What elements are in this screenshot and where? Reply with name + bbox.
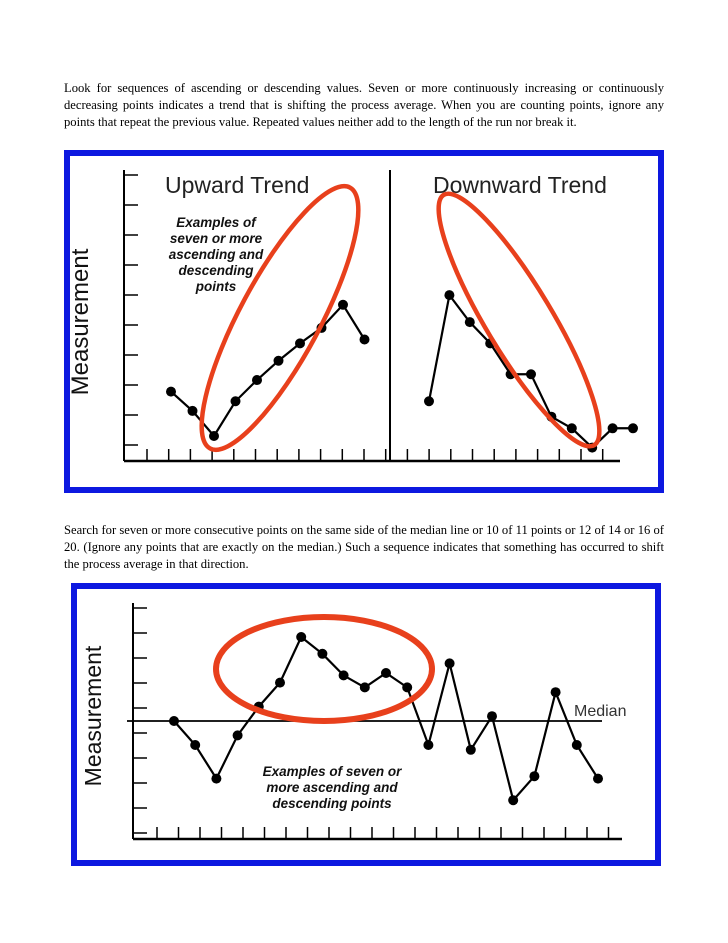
trend-chart — [67, 156, 658, 487]
median-run-point — [317, 649, 327, 659]
median-run-point — [381, 668, 391, 678]
median-highlight-ellipse — [216, 617, 432, 721]
upward-trend-title: Upward Trend — [165, 172, 310, 198]
median-run-point — [211, 774, 221, 784]
median-run-point — [275, 678, 285, 688]
median-run-point — [487, 711, 497, 721]
upward-trend-point — [188, 406, 198, 416]
trend-figure-frame — [64, 150, 664, 493]
median-chart — [77, 589, 655, 860]
downward-trend-point — [526, 369, 536, 379]
median-annotation-line: Examples of seven or — [262, 764, 402, 779]
median-run-point — [551, 687, 561, 697]
median-run-point — [529, 771, 539, 781]
median-annotation-line: descending points — [272, 796, 392, 811]
downward-trend-point — [628, 423, 638, 433]
median-run-point — [466, 745, 476, 755]
downward-trend-point — [608, 423, 618, 433]
downward-trend-point — [567, 423, 577, 433]
trend-annotation-line: descending — [178, 263, 254, 278]
trend-annotation-line: seven or more — [169, 231, 263, 246]
median-annotation-line: more ascending and — [266, 780, 398, 795]
upward-trend-point — [360, 335, 370, 345]
median-run-point — [508, 795, 518, 805]
downward-trend-point — [465, 317, 475, 327]
median-paragraph: Search for seven or more consecutive points on the same side of the median line or 10 of 11 points or 12 of 14 or 16 of 20. (Ignore any points that are exactly on the median.) Such a sequence indicates that something has occurred to shift the process average in that direction. — [64, 523, 664, 572]
trend-annotation-line: points — [195, 279, 237, 294]
trend-annotation — [169, 215, 264, 294]
trend-annotation-line: Examples of — [176, 215, 256, 230]
median-run-point — [296, 632, 306, 642]
median-run-point — [572, 740, 582, 750]
trend-y-axis-label: Measurement — [67, 248, 94, 396]
upward-trend-point — [274, 356, 284, 366]
downward-highlight-ellipse — [416, 178, 623, 462]
upward-trend-point — [338, 300, 348, 310]
median-run-point — [190, 740, 200, 750]
median-run-point — [593, 774, 603, 784]
upward-trend-point — [252, 375, 262, 385]
median-run-point — [445, 658, 455, 668]
downward-trend-title: Downward Trend — [433, 172, 607, 198]
median-run-point — [402, 682, 412, 692]
trend-paragraph: Look for sequences of ascending or descending values. Seven or more continuously increasing or continuously decreasing points indicates a trend that is shifting the process average. When you are counting points, ignore any points that repeat the previous value. Repeated values neither add to the length of the run nor break it. — [64, 81, 664, 130]
median-figure-frame — [71, 583, 661, 866]
median-annotation — [263, 764, 403, 811]
median-run-point — [233, 730, 243, 740]
upward-trend-point — [166, 387, 176, 397]
median-run-point — [339, 670, 349, 680]
downward-trend-point — [444, 290, 454, 300]
median-label: Median — [574, 703, 627, 720]
median-run-point — [423, 740, 433, 750]
upward-highlight-ellipse — [175, 169, 385, 468]
upward-trend-point — [231, 396, 241, 406]
downward-trend-point — [424, 396, 434, 406]
upward-trend-point — [209, 431, 219, 441]
upward-trend-point — [295, 338, 305, 348]
trend-annotation-line: ascending and — [168, 247, 264, 262]
median-y-axis-label: Measurement — [80, 645, 106, 787]
median-run-point — [360, 682, 370, 692]
median-run-point — [169, 716, 179, 726]
